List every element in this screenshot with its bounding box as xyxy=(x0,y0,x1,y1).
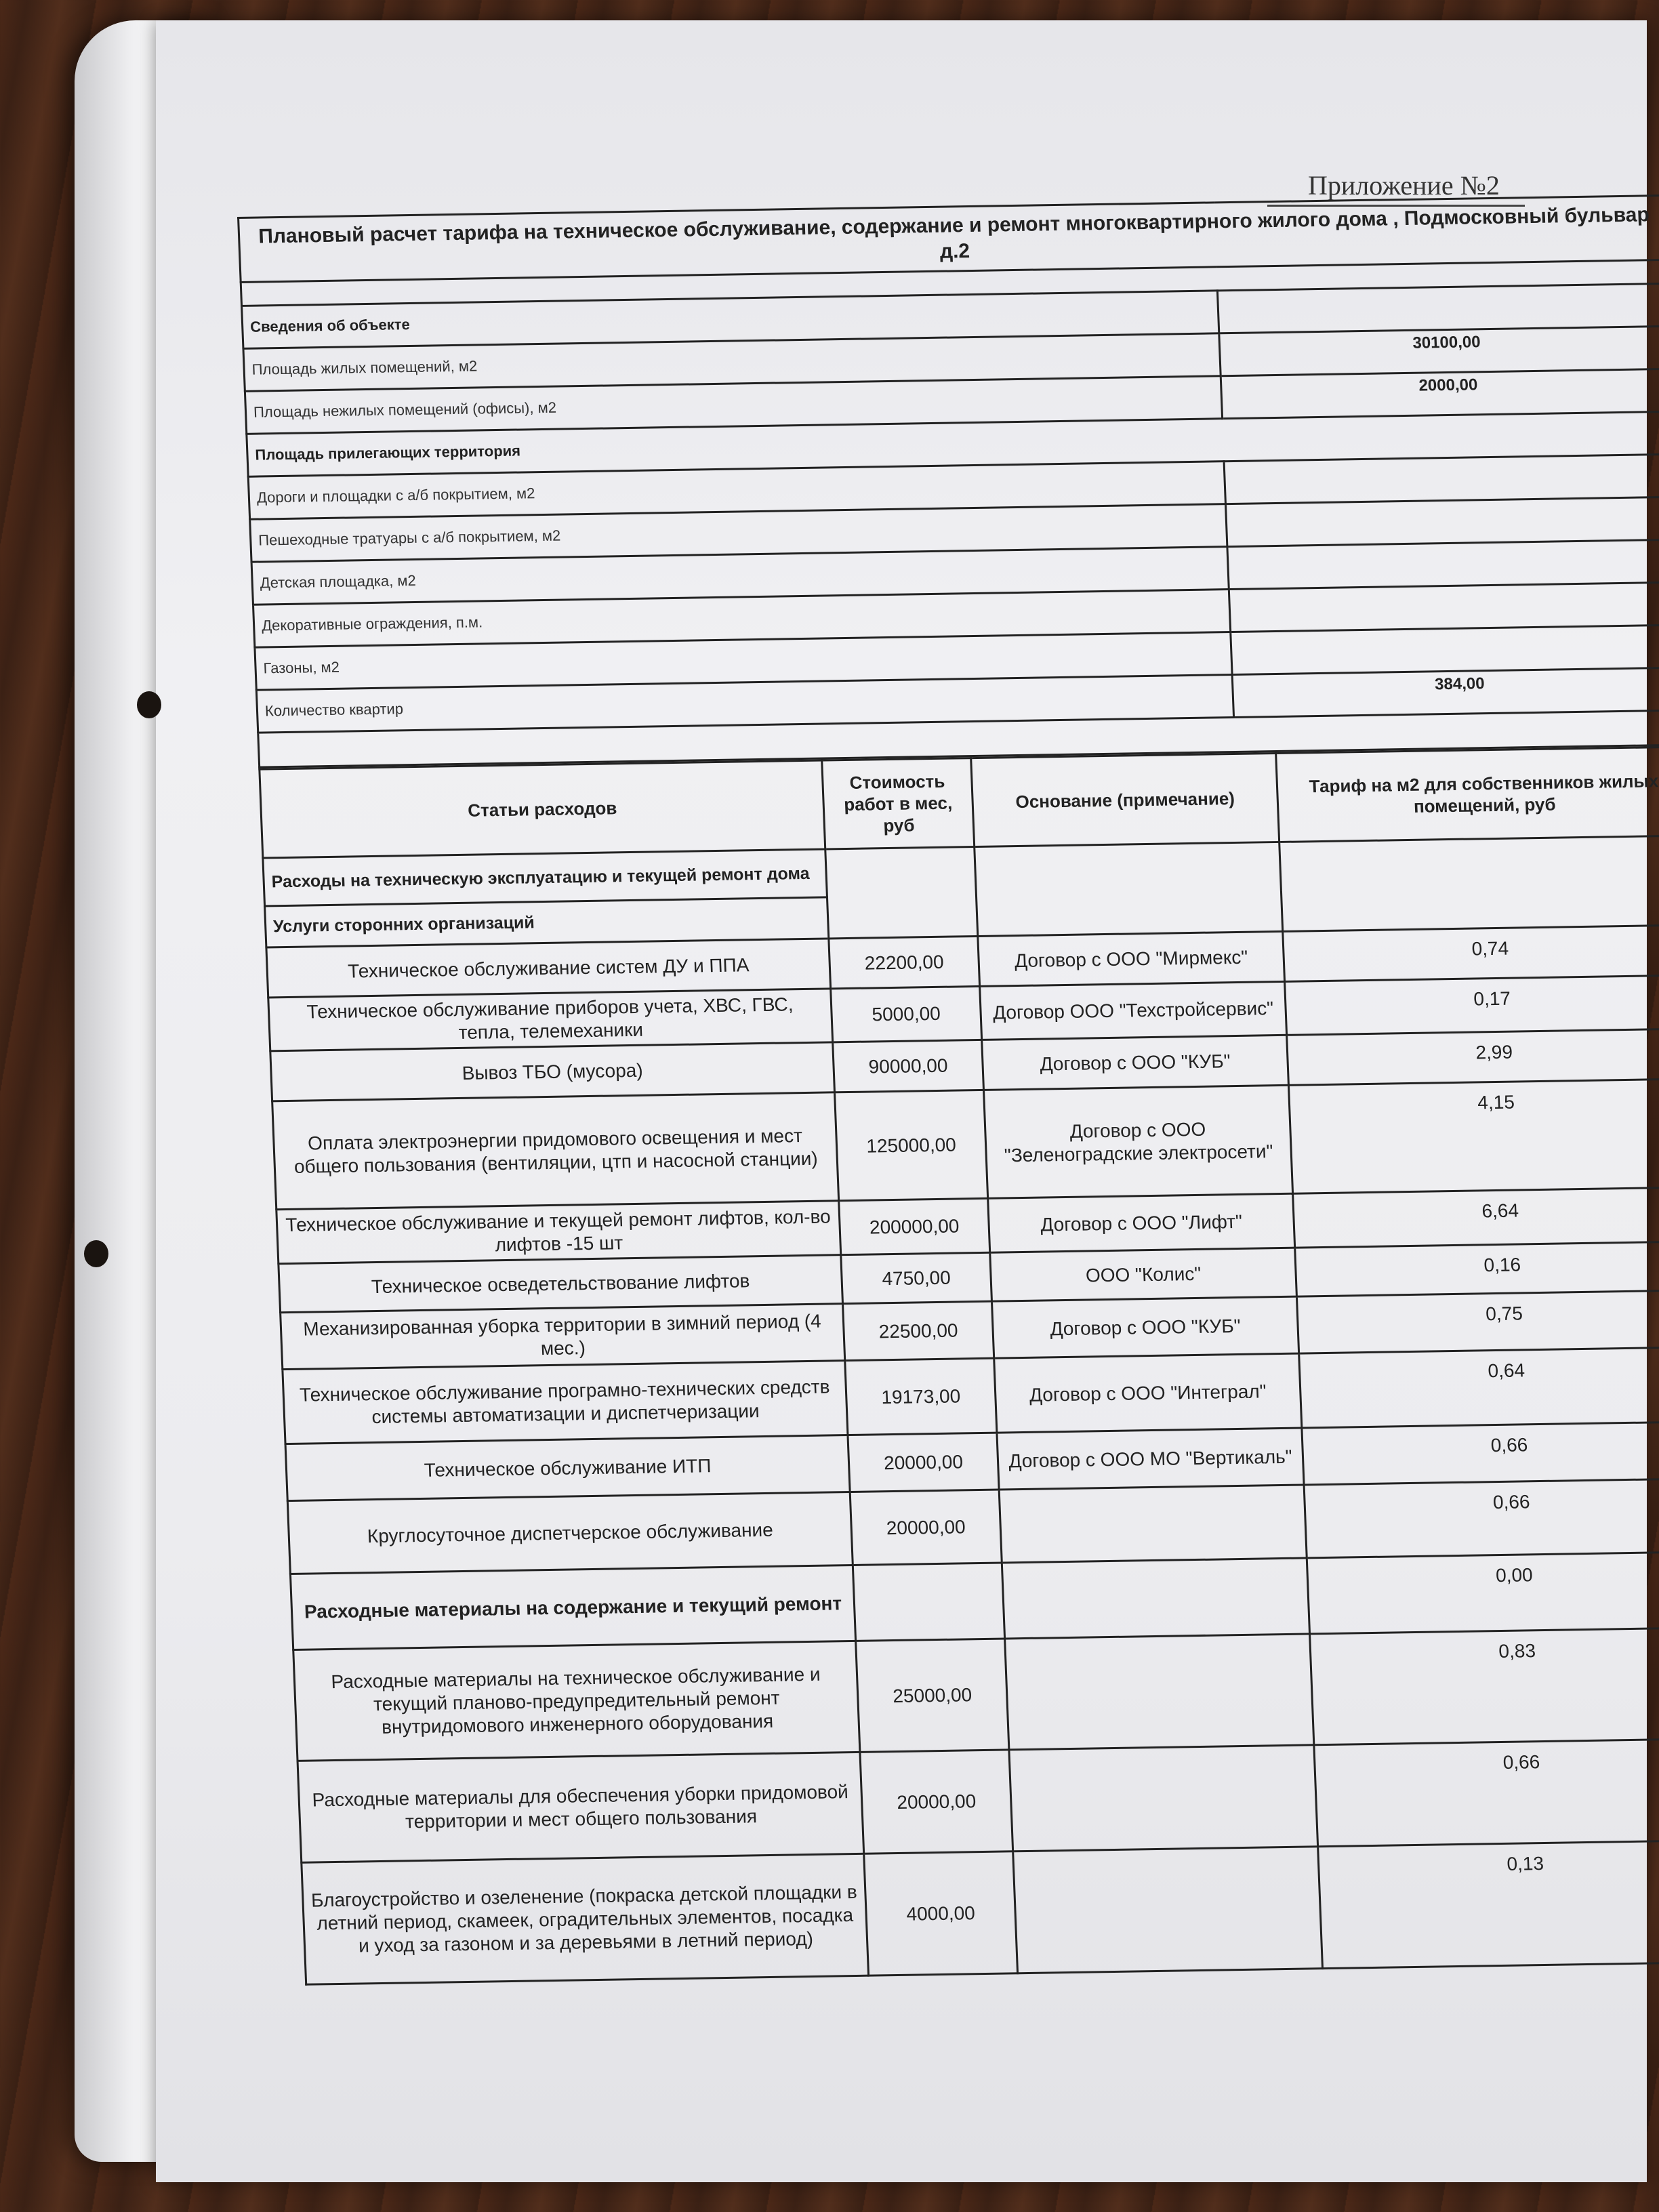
territory-row: Дороги и площадки с а/б покрытием, м2 xyxy=(248,454,1659,519)
object-info-heading: Сведения об объекте xyxy=(242,291,1219,349)
table-row: Расходные материалы для обеспечения уборки придомовой территории и мест общего пользования 20000,00 0,66 xyxy=(298,1738,1659,1862)
section-materials: Расходные материалы на содержание и текущий ремонт xyxy=(290,1565,855,1650)
punch-hole-bottom xyxy=(84,1240,108,1267)
tariff-sheet xyxy=(237,194,1659,1986)
col-header-item: Статьи расходов xyxy=(260,760,825,858)
living-area-label: Площадь жилых помещений, м2 xyxy=(243,333,1221,392)
document-page xyxy=(156,20,1659,2182)
table-row: Техническое обслуживание и текущей ремонт лифтов, кол-во лифтов -15 шт 200000,00 Договор с ООО "Лифт" 6,64 xyxy=(276,1187,1659,1264)
document-title: Плановый расчет тарифа на техническое обслуживание, содержание и ремонт многоквартирного жилого дома , Подмосковный бульвар д.2 xyxy=(239,195,1659,282)
apartments-count-value: 384,00 xyxy=(1232,668,1659,717)
table-row: Техническое обслуживание приборов учета, ХВС, ГВС, тепла, телемеханики 5000,00 Договор ООО "Техстройсервис" 0,17 xyxy=(268,975,1659,1051)
punch-hole-top xyxy=(137,691,161,718)
territory-row: Декоративные ограждения, п.м. xyxy=(253,582,1659,647)
territory-row: Детская площадка, м2 xyxy=(251,539,1659,605)
table-row: Круглосуточное диспетчерское обслуживание 20000,00 0,66 xyxy=(287,1478,1659,1574)
nonliving-area-label: Площадь нежилых помещений (офисы), м2 xyxy=(245,376,1222,434)
table-row: Техническое обслуживание програмно-технических средств системы автоматизации и диспетчеризации 19173,00 Договор с ООО "Интеграл" 0,64 xyxy=(283,1347,1659,1444)
table-row: Оплата электроэнергии придомового освещения и мест общего пользования (вентиляции, цтп и насосной станции) 125000,00 Договор с ООО "Зеленоградские электросети" 4,15 xyxy=(272,1079,1659,1210)
col-header-tariff: Тариф на м2 для собственников жилых помещений, руб xyxy=(1276,747,1659,842)
table-row: Вывоз ТБО (мусора) 90000,00 Договор с ООО "КУБ" 2,99 xyxy=(270,1029,1659,1101)
territory-row: Пешеходные тратуары с а/б покрытием, м2 xyxy=(250,497,1659,562)
table-row: Техническое обслуживание систем ДУ и ППА 22200,00 Договор с ООО "Мирмекс" 0,74 xyxy=(266,925,1659,998)
section-materials-row: Расходные материалы на содержание и текущий ремонт 0,00 xyxy=(290,1551,1659,1650)
territory-heading: Площадь прилегающих территория xyxy=(247,411,1659,476)
expenses-table xyxy=(258,745,1659,1985)
territory-row: Газоны, м2 xyxy=(255,625,1659,690)
col-header-cost: Стоимость работ в мес, руб xyxy=(822,758,975,849)
table-row: Техническое обслуживание ИТП 20000,00 Договор с ООО МО "Вертикаль" 0,66 xyxy=(285,1421,1659,1500)
appendix-label: Приложение №2 xyxy=(1308,170,1500,201)
table-row: Техническое осведетельствование лифтов 4750,00 ООО "Колис" 0,16 xyxy=(279,1242,1659,1313)
table-row: Благоустройство и озеленение (покраска детской площадки в летний период, скамеек, оградительных элементов, посадка и уход за газоном и за деревьями в летний период) 4000,00 0,13 xyxy=(302,1840,1659,1984)
col-header-basis: Основание (примечание) xyxy=(971,754,1279,847)
nonliving-area-value: 2000,00 xyxy=(1221,369,1659,418)
table-row: Расходные материалы на техническое обслуживание и текущий планово-предупредительный ремонт внутридомового инженерного оборудования 25000,00 0,83 xyxy=(293,1627,1659,1761)
section-third-party: Услуги сторонних организаций xyxy=(265,897,829,947)
object-info-table xyxy=(237,194,1659,769)
living-area-value: 30100,00 xyxy=(1219,326,1659,375)
table-row: Механизированная уборка территории в зимний период (4 мес.) 22500,00 Договор с ООО "КУБ" 0,75 xyxy=(281,1290,1659,1370)
section-operation: Расходы на техническую эксплуатацию и текущей ремонт дома xyxy=(263,849,827,906)
apartments-count-label: Количество квартир xyxy=(256,675,1233,733)
